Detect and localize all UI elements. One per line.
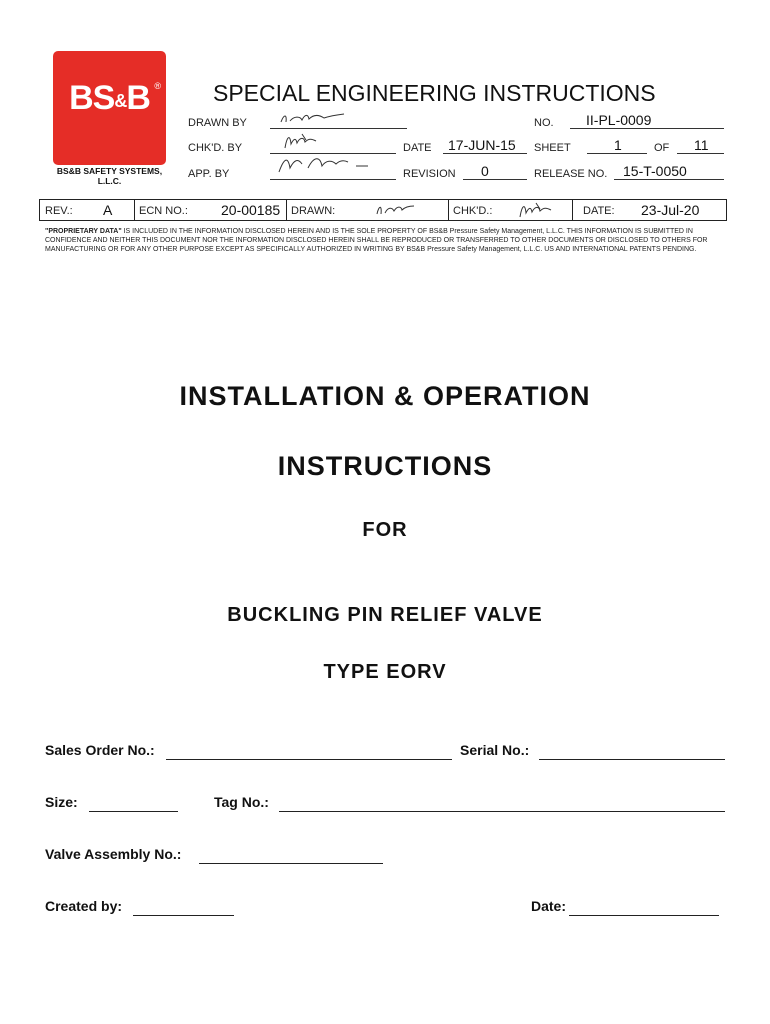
- revision-line: [463, 163, 527, 180]
- drawn-by-signature: [278, 110, 348, 128]
- chkd-by-label: CHK'D. BY: [188, 142, 243, 154]
- chkd-signature: [517, 200, 557, 220]
- ecn-value: 20-00185: [221, 202, 281, 218]
- date-value: 17-JUN-15: [448, 137, 516, 153]
- rev-date-label: DATE:: [583, 205, 615, 217]
- date-label: DATE: [403, 142, 432, 154]
- logo-subtitle: BS&B SAFETY SYSTEMS, L.L.C.: [56, 166, 163, 186]
- chkd-by-signature: [282, 130, 332, 152]
- sheet-label: SHEET: [534, 142, 571, 154]
- chkd-label: CHK'D.:: [453, 205, 493, 217]
- document-number: II-PL-0009: [586, 112, 652, 128]
- rev-label: REV.:: [45, 205, 73, 217]
- proprietary-text: IS INCLUDED IN THE INFORMATION DISCLOSED HEREIN AND IS THE SOLE PROPERTY OF BS&B Pressure Safety Management, L.L.C. THIS INFORMATION IS SUBMITTED IN CONFIDENCE AND NEITHER THIS DOCUMENT NOR THE INFORMATION DISCLOSED HEREIN SHALL BE REPRODUCED OR TRANSFERRED TO OTHER DOCUMENTS OR DISCLOSED TO OTHERS FOR MANUFACTURING OR FOR ANY OTHER PURPOSE EXCEPT AS SPECIFICALLY AUTHORIZED IN WRITING BY BS&B Pressure Safety Management, L.L.C. US AND INTERNATIONAL PATENTS PENDING.: [45, 228, 708, 253]
- rev-cell: [40, 200, 135, 220]
- serial-field[interactable]: [539, 745, 725, 760]
- tag-field[interactable]: [279, 797, 725, 812]
- sales-order-field[interactable]: [166, 745, 452, 760]
- drawn-signature: [374, 201, 416, 219]
- sheet-value: 1: [614, 137, 622, 153]
- app-by-label: APP. BY: [188, 168, 230, 180]
- logo-brand: BS&B: [69, 79, 150, 117]
- release-label: RELEASE NO.: [534, 168, 608, 180]
- size-field[interactable]: [89, 797, 178, 812]
- product-name: BUCKLING PIN RELIEF VALVE: [227, 604, 543, 626]
- form-date-label: Date:: [531, 898, 567, 914]
- revision-value: 0: [481, 163, 489, 179]
- created-by-field[interactable]: [133, 901, 234, 916]
- product-type: TYPE EORV: [323, 661, 447, 683]
- main-title-line-1: INSTALLATION & OPERATION: [179, 381, 591, 411]
- ecn-cell: [134, 200, 287, 220]
- release-value: 15-T-0050: [623, 163, 687, 179]
- logo-ampersand: &: [114, 91, 127, 111]
- app-by-signature: [276, 152, 376, 178]
- of-value: 11: [694, 137, 709, 153]
- drawn-by-label: DRAWN BY: [188, 117, 247, 129]
- revision-label: REVISION: [403, 168, 456, 180]
- tag-label: Tag No.:: [214, 794, 269, 810]
- proprietary-lead: "PROPRIETARY DATA": [45, 228, 122, 235]
- for-label: FOR: [362, 519, 408, 541]
- rev-value: A: [103, 202, 113, 218]
- proprietary-notice: [45, 227, 725, 254]
- revision-table: [39, 199, 727, 221]
- drawn-label: DRAWN:: [291, 205, 336, 217]
- of-label: OF: [654, 142, 670, 154]
- size-label: Size:: [45, 794, 78, 810]
- valve-assembly-label: Valve Assembly No.:: [45, 846, 182, 862]
- chkd-cell: [448, 200, 573, 220]
- created-by-label: Created by:: [45, 898, 123, 914]
- ecn-label: ECN NO.:: [139, 205, 188, 217]
- valve-assembly-field[interactable]: [199, 849, 383, 864]
- company-logo: [53, 51, 166, 165]
- serial-label: Serial No.:: [460, 742, 530, 758]
- form-date-field[interactable]: [569, 901, 719, 916]
- main-title-line-2: INSTRUCTIONS: [277, 451, 493, 481]
- sales-order-label: Sales Order No.:: [45, 742, 155, 758]
- header-title: SPECIAL ENGINEERING INSTRUCTIONS: [213, 80, 656, 106]
- no-label: NO.: [534, 117, 554, 129]
- rev-date-value: 23-Jul-20: [641, 202, 700, 218]
- date-cell: [572, 200, 726, 220]
- registered-mark: ®: [154, 81, 161, 91]
- drawn-cell: [286, 200, 449, 220]
